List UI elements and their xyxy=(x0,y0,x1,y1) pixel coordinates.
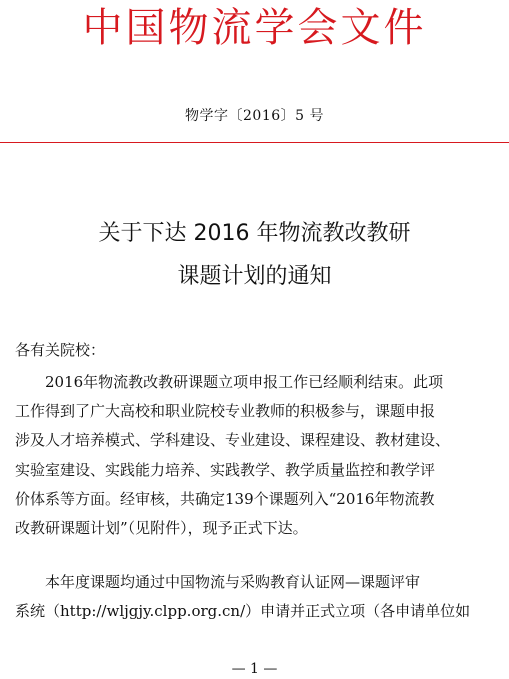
letterhead: 中国物流学会文件 xyxy=(82,5,427,51)
salutation: 各有关院校： xyxy=(15,341,106,359)
document-title-line-1: 关于下达 2016 年物流教改教研 xyxy=(98,221,411,246)
paragraph-line: 系统（http://wljgjy.clpp.org.cn/）申请并正式立项（各申请单位如 xyxy=(15,602,471,621)
document-number: 物学字〔2016〕5 号 xyxy=(185,108,324,124)
paragraph-line: 工作得到了广大高校和职业院校专业教师的积极参与，课题申报 xyxy=(15,402,436,421)
paragraph-line: 实验室建设、实践能力培养、实践教学、教学质量监控和教学评 xyxy=(15,460,436,479)
red-divider-line xyxy=(0,142,509,143)
paragraph-line: 本年度课题均通过中国物流与采购教育认证网—课题评审 xyxy=(15,573,421,591)
paragraph-line: 改教研课题计划”（见附件），现予正式下达。 xyxy=(15,518,308,537)
body-paragraph-1 xyxy=(15,368,502,543)
page-number: — 1 — xyxy=(231,661,278,677)
paragraph-line: 2016年物流教改教研课题立项申报工作已经顺利结束。此项 xyxy=(15,373,444,391)
body-paragraph-2 xyxy=(15,568,502,626)
document-title-line-2: 课题计划的通知 xyxy=(177,264,332,289)
paragraph-line: 价体系等方面。经审核，共确定139个课题列入“2016年物流教 xyxy=(15,489,435,508)
paragraph-line: 涉及人才培养模式、学科建设、专业建设、课程建设、教材建设、 xyxy=(15,431,451,450)
